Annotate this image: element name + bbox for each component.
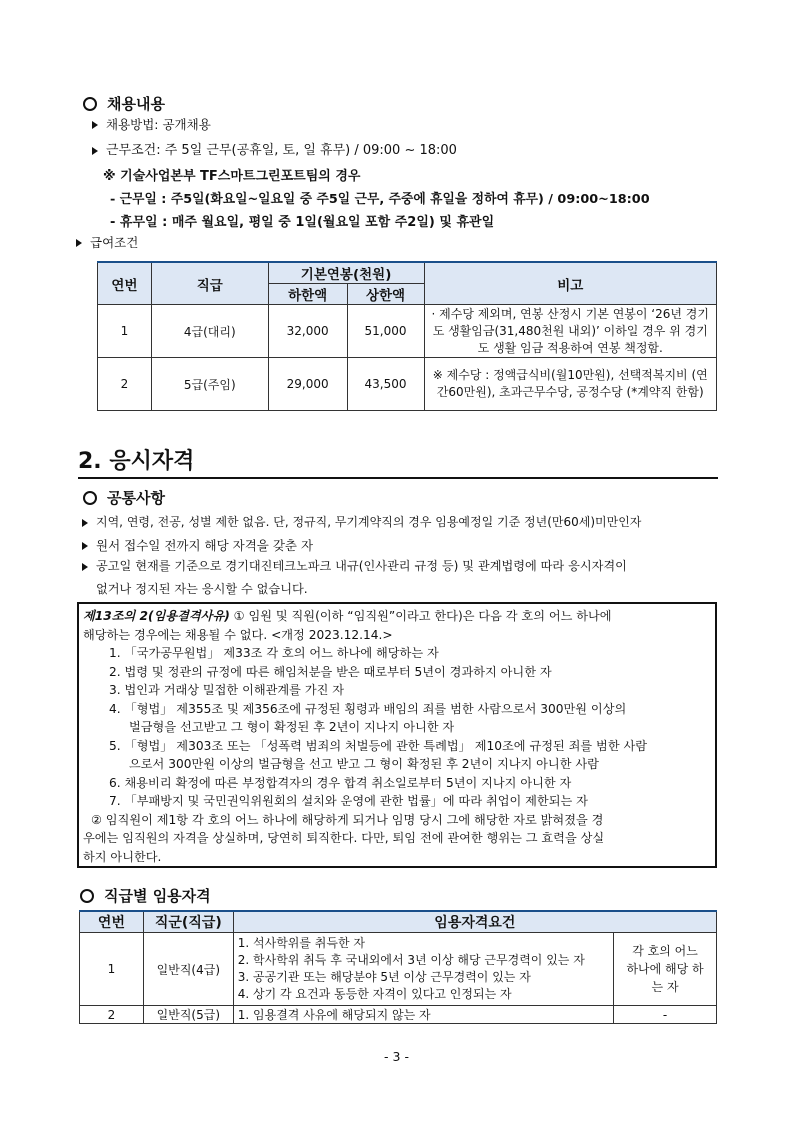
remark-1: · 제수당 제외며, 연봉 산정시 기본 연봉이 ‘26년 경기도 생활임금(31,480천원 내외)’ 이하일 경우 위 경기도 생활 임금 적용하여 연봉 책정함. (424, 305, 717, 358)
law-paragraph-2-cont: 우에는 임직원의 자격을 상실하며, 당연히 퇴직한다. 다만, 퇴임 전에 관여한 행위는 그 효력을 상실 (83, 831, 605, 845)
law-item: 4. 「형법」 제355조 및 제356조에 규정된 횡령과 배임의 죄를 범한 사람으로서 300만원 이상의 (109, 701, 627, 716)
law-item: 1. 「국가공무원법」 제33조 각 호의 어느 하나에 해당하는 자 (109, 646, 439, 660)
requirement-item: 1. 석사학위를 취득한 자 (237, 936, 365, 950)
tf-rest-days: - 휴무일 : 매주 월요일, 평일 중 1일(월요일 포함 주2일) 및 휴관일 (110, 215, 495, 230)
common-2-text: 원서 접수일 전까지 해당 자격을 갖춘 자 (96, 538, 314, 553)
table-row (80, 1006, 717, 1024)
table-row (80, 933, 717, 1006)
triangle-bullet-icon (82, 542, 88, 550)
circle-bullet-icon (83, 97, 97, 111)
header-high: 상한액 (347, 284, 424, 305)
triangle-bullet-icon (92, 121, 98, 129)
law-head (83, 607, 709, 626)
bullet-common-2 (82, 537, 313, 554)
tf-note: ※ 기술사업본부 TF스마트그린포트팀의 경우 (103, 169, 361, 184)
salary-title: 급여조건 (90, 235, 139, 250)
page-number: - 3 - (384, 1049, 409, 1064)
law-item: 5. 「형법」 제303조 또는 「성폭력 범죄의 처벌등에 관한 특례법」 제10조에 규정된 죄를 범한 사람 (109, 738, 648, 753)
section-title-qualifications: 2. 응시자격 (78, 449, 195, 474)
bullet-work-conditions (92, 142, 457, 159)
law-head-text: ① 임원 및 직원(이하 “임직원”이라고 한다)은 다음 각 호의 어느 하나에 (229, 609, 612, 623)
cell-high: 51,000 (347, 305, 424, 358)
header-grade: 직급 (151, 262, 268, 305)
section-heading-recruitment (83, 93, 165, 114)
header-requirements: 임용자격요건 (233, 911, 716, 933)
law-item-cont: 으로서 300만원 이상의 벌금형을 선고 받고 그 형이 확정된 후 2년이 지나지 아니한 사람 (129, 757, 599, 771)
bullet-common-1 (82, 514, 641, 531)
cell-no: 2 (80, 1006, 144, 1024)
cell-no: 1 (98, 305, 152, 358)
circle-bullet-icon (83, 491, 97, 505)
tf-work-days: - 근무일 : 주5일(화요일~일요일 중 주5일 근무, 주중에 휴일을 정하여 휴무) / 09:00~18:00 (110, 192, 650, 207)
requirement-item: 3. 공공기관 또는 해당분야 5년 이상 근무경력이 있는 자 (237, 970, 531, 984)
cell-low: 32,000 (268, 305, 347, 358)
cell-note: 각 호의 어느 하나에 해당 하는 자 (614, 933, 717, 1006)
cell-note: - (614, 1006, 717, 1024)
law-item-cont: 벌금형을 선고받고 그 형이 확정된 후 2년이 지나지 아니한 자 (129, 720, 455, 734)
common-title: 공통사항 (107, 489, 165, 507)
law-item: 6. 채용비리 확정에 따른 부정합격자의 경우 합격 취소일로부터 5년이 지나지 아니한 자 (109, 775, 572, 790)
law-head-text-2: 해당하는 경우에는 채용될 수 없다. <개정 2023.12.14.> (83, 627, 393, 642)
common-1-text: 지역, 연령, 전공, 성별 제한 없음. 단, 정규직, 무기계약직의 경우 임용예정일 기준 정년(만60세)미만인자 (96, 515, 642, 529)
section-heading-common (83, 487, 165, 508)
law-item: 2. 법령 및 정관의 규정에 따른 해임처분을 받은 때로부터 5년이 경과하지 아니한 자 (109, 664, 552, 679)
law-article-title: 제13조의 2(임용결격사유) (83, 609, 230, 623)
cell-no: 2 (98, 358, 152, 411)
law-paragraph-2: ② 임직원이 제1항 각 호의 어느 하나에 해당하게 되거나 임명 당시 그에 해당한 자로 밝혀졌을 경 (91, 812, 604, 827)
header-low: 하한액 (268, 284, 347, 305)
work-conditions-text: 근무조건: 주 5일 근무(공휴일, 토, 일 휴무) / 09:00 ~ 18:00 (106, 143, 457, 158)
cell-high: 43,500 (347, 358, 424, 411)
header-no: 연번 (98, 262, 152, 305)
header-grade: 직군(직급) (143, 911, 233, 933)
requirement-item: 2. 학사학위 취득 후 국내외에서 3년 이상 해당 근무경력이 있는 자 (237, 953, 585, 967)
cell-requirements: 1. 임용결격 사유에 해당되지 않는 자 (233, 1006, 613, 1024)
cell-grade: 5급(주임) (151, 358, 268, 411)
method-text: 채용방법: 공개채용 (106, 117, 211, 132)
qualifications-table (79, 910, 717, 1024)
header-base-salary: 기본연봉(천원) (268, 262, 424, 284)
circle-bullet-icon (80, 889, 94, 903)
cell-grade: 일반직(5급) (143, 1006, 233, 1024)
table-row (98, 358, 717, 411)
law-item: 3. 법인과 거래상 밀접한 이해관계를 가진 자 (109, 683, 345, 697)
law-excerpt-box (77, 602, 717, 868)
triangle-bullet-icon (92, 147, 98, 155)
table-row (98, 305, 717, 358)
law-item: 7. 「부패방지 및 국민권익위원회의 설치와 운영에 관한 법률」에 따라 취업이 제한되는 자 (109, 794, 588, 808)
common-3-text: 공고일 현재를 기준으로 경기대진테크노파크 내규(인사관리 규정 등) 및 관계법령에 따라 응시자격이 (96, 559, 627, 573)
requirement-item: 4. 상기 각 요건과 동등한 자격이 있다고 인정되는 자 (237, 987, 512, 1001)
triangle-bullet-icon (76, 239, 82, 247)
bullet-common-3 (82, 558, 627, 575)
header-no: 연번 (80, 911, 144, 933)
cell-low: 29,000 (268, 358, 347, 411)
bullet-salary (76, 234, 138, 251)
cell-grade: 4급(대리) (151, 305, 268, 358)
law-paragraph-2-cont: 하지 아니한다. (83, 849, 162, 864)
cell-requirements (233, 933, 613, 1006)
remark-2: ※ 제수당 : 정액급식비(월10만원), 선택적복지비 (연간60만원), 초과근무수당, 공정수당 (*계약직 한함) (424, 358, 717, 411)
salary-table (97, 261, 717, 411)
triangle-bullet-icon (82, 519, 88, 527)
common-3-text-cont: 없거나 정지된 자는 응시할 수 없습니다. (96, 582, 308, 596)
header-remark: 비고 (424, 262, 717, 305)
bullet-method (92, 116, 211, 133)
recruitment-title: 채용내용 (107, 95, 165, 113)
section-divider (78, 477, 718, 479)
section-heading-grade-qualifications (80, 885, 211, 906)
grade-qualifications-title: 직급별 임용자격 (104, 887, 211, 905)
triangle-bullet-icon (82, 563, 88, 571)
cell-no: 1 (80, 933, 144, 1006)
cell-grade: 일반직(4급) (143, 933, 233, 1006)
